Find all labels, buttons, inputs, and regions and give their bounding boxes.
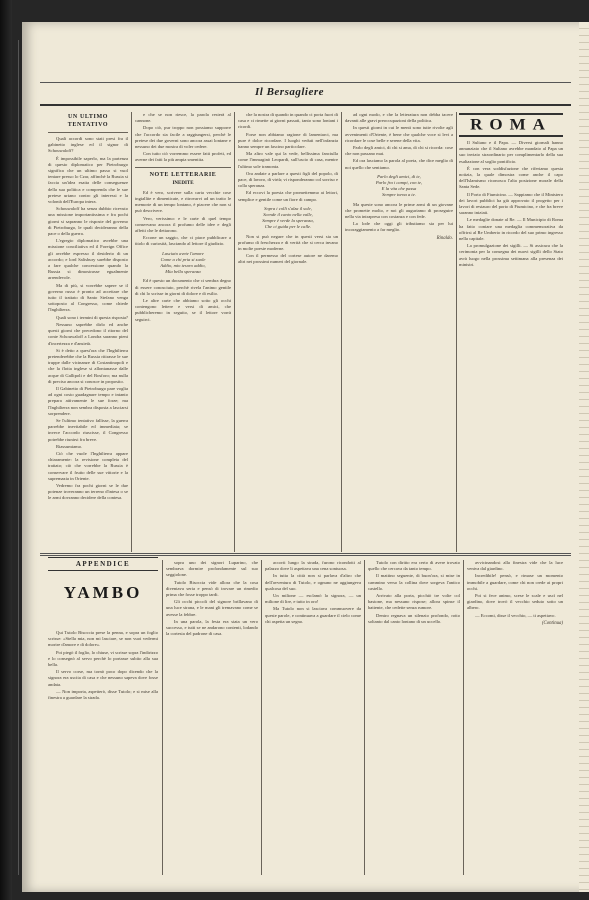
feuilleton-column-1 [48,630,158,875]
column-rule [261,560,262,875]
poem-line: Sempre è verde la speranza, [262,218,314,224]
poem-line: Sempre torna a te. [382,192,416,198]
column-rule [234,112,235,552]
paragraph: Ma queste sono ancora le prime armi di un giovane che promette molto, e noi gli auguriamo di proseguire nella via intrapresa con costanza e con fede. [345,201,453,220]
feuilleton-column-3 [265,560,361,875]
section-title: ROMA [470,116,552,134]
paragraph: Il Gabinetto di Pietroburgo pare voglia ad ogni costo guadagnare tempo e intanto prepara attivamente le sue forze; ma l'Inghilterra non sembra disposta a lasciarsi sorprendere. [48,385,128,416]
paragraph: che la nostra di quando in quando ci porta fuori di casa e ci rimette ai giorni passati, tanto sono lontani i ricordi. [238,112,338,130]
paragraph: e che se non riesce, la parola resterà al cannone. [135,112,231,124]
paragraph: Quali accordi sono stati presi fra il gabinetto inglese ed il signor di Schouwaloff? [48,136,128,154]
paragraph: Ora andate a parlare a questi figli del popolo, di pace, di lavoro, di virtù; vi risponderanno col sorriso e colla speranza. [238,170,338,189]
poem-line: Mia bella speranza [165,269,201,275]
signature: Rinaldo. [436,235,453,241]
paragraph: Vedremo fra pochi giorni se le due potenze troveranno un terreno d'intesa o se le armi dovranno decidere della contesa. [48,482,128,501]
scan-edge [0,0,12,900]
paragraph: Gli occhi piccoli del signore brillavano di una luce strana, e le mani gli tremavano come se avesse la febbre. [166,599,258,617]
paragraph: Tutolo Bisoccia vide allora che la cosa diventava seria e pensò di trovare un rimedio prima che fosse troppo tardi. [166,579,258,598]
poem-line: Addio, mio tesoro addio, [160,263,206,269]
paragraph: Ed eccovi la poesia che promettemmo ai lettori, semplice e gentile come un fiore di campo. [238,190,338,202]
column-2 [135,112,231,552]
column-3 [238,112,338,552]
poem-line: Parlo fra i campi, con te, [375,180,423,186]
paragraph: Qui Tutolo Bisoccia prese la penna, e sopra un foglio scrisse: «Stella mia, non mi lasciare, se non vuoi vedermi morire d'amore e di dolore». [48,630,158,648]
paragraph: Non si può negare che in questi versi sia un profumo di freschezza e di verità che si cerca invano in molte poesie moderne. [238,233,338,252]
roma-header [459,113,563,137]
feuilleton-rule [40,555,571,556]
article-heading: UN ULTIMO TENTATIVO [67,114,109,128]
paragraph: Ma altro vale qui la vede, bellissima fanciulla come l'immaginò Leopardi, sull'uscio di casa, mentre l'ultimo sole tramonta. [238,151,338,169]
column-rule [463,560,464,875]
paragraph: Il Sultano e il Papa. — Diversi giornali hanno annunziato che il Sultano avrebbe mandato al Papa un suo inviato straordinario per complimentarlo della sua esaltazione al soglio pontificio. [459,140,563,164]
paragraph: Nessuno saprebbe dirlo ed anche questi giorni che precedono il ritorno del conte Schouwaloff a Londra saranno pieni d'incertezza e d'ansietà. [48,321,128,346]
paragraph: È impossibile saperlo, ma la partenza di questo diplomatico per Pietroburgo significa che un ultimo passo si vuol tentare presso lo Czar, affinchè la Russia si faccia un'idea esatta delle conseguenze della sua politica e comprenda che le sue pretese urtano contro gli interessi e la volontà dell'Europa intera. [48,155,128,205]
paragraph: Tutolo con diritto era certo di avere trovato quello che cercava da tanto tempo. [368,560,460,572]
paragraph: Arrivato alla porta, picchiò tre volte col bastone, ma nessuno rispose; allora spinse il battente, che cedette senza rumore. [368,593,460,611]
paragraph: Ed è vero, scrivere sulla carta vecchie cose ingiallite e dimenticate, e ritrovarvi ad un tratto le memorie di un tempo lontano, è piacere che non si può descrivere. [135,189,231,214]
paragraph: Eccone un saggio, che ci piace pubblicare a titolo di curiosità, lasciando al lettore il giudizio. [135,235,231,247]
paragraph: Con il permesso del cortese autore ne daremo altri nei prossimi numeri del giornale. [238,253,338,265]
column-4 [345,112,453,552]
paragraph: Vero, verissimo: e le carte di quel tempo conservano ancora il profumo delle idee e degli affetti che le dettarono. [135,215,231,234]
poem-line: Parlo degli amici, di te, [377,173,421,179]
poem [345,174,453,199]
poem-line: Che ci guida per le calle. [264,224,312,230]
paragraph: Ma Tutolo non si lasciava commuovere da queste parole, e continuava a guardare il cielo come chi aspetta un segno. [265,606,361,624]
poem-line: Scende il canto nella valle, [263,212,313,218]
paragraph: Il servo corse, ma tornò poco dopo dicendo che la signora era uscita di casa e che nessuno sapeva dove fosse andata. [48,669,158,687]
paragraph: Un milione — esclamò la signora, — un milione di lire, e tutto in oro! [265,593,361,605]
binding-line [18,40,19,875]
paragraph: Il mattino seguente, di buon'ora, si mise in cammino verso la collina dove sorgeva l'antico castello. [368,573,460,591]
feuilleton-title: YAMBO [63,583,143,602]
poem-line: Lasciato avete l'amore [162,250,204,256]
section-heading: NOTE LETTERARIE [149,171,217,178]
divider [135,167,231,168]
poem-line: E la vita che passa [381,186,417,192]
paragraph: Incredibile! pensò, e rimase un momento immobile a guardare, come chi non crede ai propri occhi. [467,573,563,591]
feuilleton-rule [40,553,571,554]
paragraph: avvicinandosi alla finestra vide che la luce veniva dal giardino. [467,560,563,572]
column-rule [364,560,365,875]
continuation-note: (Continua) [541,620,563,626]
paragraph: In tutta la città non si parlava d'altro che dell'avventura di Tutolo, e ognuno ne aggiungeva qualcosa del suo. [265,573,361,591]
poem-line: Sopra i colli s'alza il sole, [264,205,312,211]
appendice-header [48,557,158,603]
feuilleton-column-5 [467,560,563,875]
paragraph: Poi si fece animo, scese le scale e uscì nel giardino, dove trovò il vecchio seduto sotto un albero. [467,593,563,611]
masthead-title: Il Bersagliere [254,86,325,98]
paragraph: Forse non abbiamo ragione di lamentarci, ma pure è dolce ricordare. I luoghi veduti nell'infanzia hanno sempre un fascino particolare. [238,131,338,150]
column-rule [162,560,163,875]
paragraph: L'egregio diplomatico avrebbe una missione conciliativa ed il Foreign Office gli avrebbe espresso il desiderio di un accordo; e lord Salisbury sarebbe disposto a fare qualche concessione quando la Russia si dimostrasse egualmente arrendevole. [48,238,128,281]
paragraph: Ciò che vuole l'Inghilterra appare chiaramente: la revisione completa del trattato; ciò che vorrebbe la Russia è conservare il frutto delle sue vittorie e la supremazia in Oriente. [48,450,128,481]
feuilleton-column-2 [166,560,258,875]
paragraph: In questi giorni in cui le menti sono tutte rivolte agli avvenimenti d'Oriente, è bene che qualche voce si levi a ricordare le cose belle e serene della vita. [345,125,453,143]
paragraph: Le medaglie donate al Re. — Il Municipio di Roma ha fatto coniare una medaglia commemorativa da offrirsi al Re Umberto in ricordo del suo primo ingresso nella capitale. [459,217,563,242]
section-subheading: INEDITE [172,180,194,186]
column-rule [456,112,457,552]
header-rule-thick [40,104,571,106]
paragraph: Il Porto di Fiumicino. — Sappiamo che il Ministero dei lavori pubblici ha già approvato il progetto per i lavori di restauro del porto di Fiumicino, e che fra breve saranno iniziati. [459,191,563,216]
header-rule [40,82,571,83]
poem-line: Come a chi pria si suole [160,256,206,262]
column-5 [459,140,563,552]
column-rule [131,112,132,552]
paragraph: Ed è questo un documento che ci sembra degno di essere conosciuto, perchè rivela l'animo gentile di chi lo scrisse in giorni di dolore e di esilio. [135,278,231,296]
paragraph: Dentro regnava un silenzio profondo, rotto soltanto dal canto lontano di un uccello. [368,612,460,624]
poem [238,206,338,231]
paragraph: È con vera soddisfazione che riferiamo questa notizia, la quale dimostra come anche il capo dell'Islamismo riconosca l'alta posizione morale della Santa Sede. [459,165,563,190]
column-1 [48,112,128,552]
paragraph: Quali sono i termini di questa risposta? [56,314,128,320]
paragraph: Ma di più, si vorrebbe sapere se il governo russo è pronto ad accettare che tutto il trattato di Santo Stefano venga sottoposto al Congresso, come chiede l'Inghilterra. [48,282,128,313]
paragraph: Con tutto ciò vorremmo essere fatti profeti, ed averne dei fatti la più ampia smentita. [135,151,231,163]
paragraph: Se l'ultimo tentativo fallisse, la guerra parrebbe inevitabile ed immediata; se invece l'accordo riuscisse, il Congresso potrebbe riunirsi fra breve. [48,417,128,442]
paragraph: La promulgazione dei sigilli. — Si assicura che la cerimonia per la consegna dei nuovi sigilli dello Stato avrà luogo nella prossima settimana alla presenza dei ministri. [459,243,563,267]
paragraph: Ed ora lasciamo la parola al poeta, che dice meglio di noi quello che sentiamo. [345,158,453,170]
paragraph: La lode che oggi gli tributiamo sia per lui incoraggiamento a far meglio. [345,221,453,233]
paragraph: Schouwaloff ha senza dubbio ricevuto una missione importantissima e fra pochi giorni si sapranno le risposte del governo di Pietroburgo, le quali decideranno della pace o della guerra. [48,206,128,237]
divider [48,132,128,133]
appendice-label: APPENDICE [48,557,158,571]
paragraph: sopra uno dei signori Luparino, che sembrava dormire profondamente sul suo seggiolone. [166,560,258,578]
paragraph: Poi piegò il foglio, lo chiuse, vi scrisse sopra l'indirizzo e lo consegnò al servo perchè lo portasse subito alla sua bella. [48,649,159,668]
paragraph: ad ogni modo, e che la letteratura non debba tacere davanti alle gravi preoccupazioni della politica. [345,112,453,124]
poem [135,251,231,276]
ruler-strip [579,22,589,892]
paragraph: Dopo ciò, pur troppo non possiamo supporre che l'accordo sia facile a raggiungersi, perchè le pretese dei due governi sono ancora assai lontane e nessuno dei due mostra di voler cedere. [135,125,231,150]
feuilleton-column-4 [368,560,460,875]
paragraph: accorti lungo la strada, furono ricondotti al palazzo dove li aspettava una cena sontuosa. [265,560,361,572]
column-rule [341,112,342,552]
paragraph: — Eccomi, disse il vecchio, — ti aspettavo. [475,612,556,618]
paragraph: Si è detto a quest'ora che l'Inghilterra pretenderebbe che la Russia ritirasse le sue truppe dalle vicinanze di Costantinopoli e che la flotta inglese si allontanasse dalle acque di Gallipoli e del Bosforo; ma nulla di preciso ancora si conosce in proposito. [48,347,128,384]
paragraph: In una parola, la festa era stata un vero successo, e tutti se ne andarono contenti, lodando la cortesia del padrone di casa. [166,618,258,637]
paragraph: Le altre carte che abbiamo sotto gli occhi contengono lettere e versi di amici, che pubblicheremo in seguito, se il lettore vorrà seguirci. [135,298,231,322]
paragraph: — Non importa, aspetterò, disse Tutolo; e si mise alla finestra a guardare la strada. [48,688,158,701]
paragraph: Parlo degli amici, di chi si ama, di chi si ricorda: cose che non passano mai. [345,145,453,157]
paragraph: Riassumiamo. [56,443,83,449]
